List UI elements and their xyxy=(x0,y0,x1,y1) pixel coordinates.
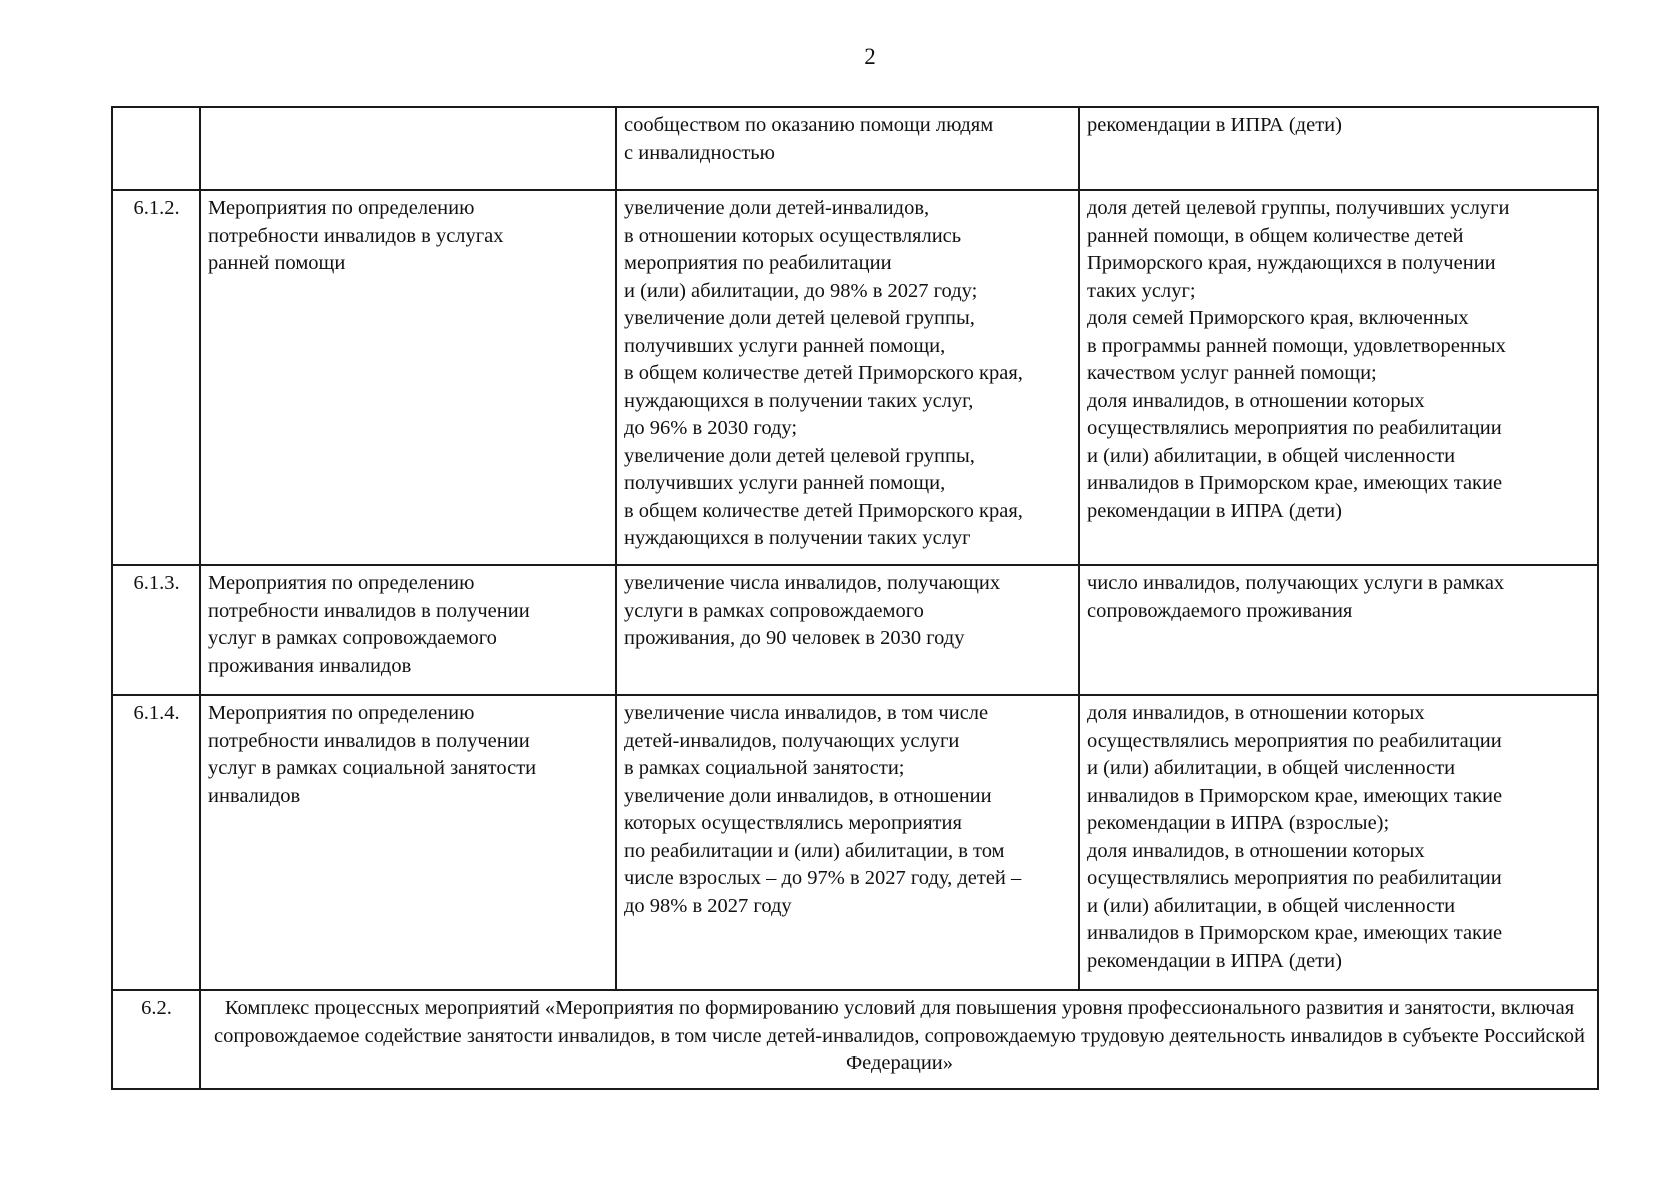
expected-result: увеличение доли детей-инвалидов, в отношении которых осуществлялись мероприятия по реабилитации и (или) абилитации, до 98% в 2027 году; увеличение доли детей целевой группы, получивших услуги ранней помощи, в общем количестве детей Приморского края, нуждающихся в получении таких услуг, до 96% в 2030 году; увеличение доли детей целевой группы, получивших услуги ранней помощи, в общем количестве детей Приморского края, нуждающихся в получении таких услуг xyxy=(616,190,1079,565)
table-row-6-1-2 xyxy=(112,190,1598,565)
row-number: 6.1.3. xyxy=(112,565,200,695)
table-row-6-2 xyxy=(112,990,1598,1089)
indicator: доля инвалидов, в отношении которых осуществлялись мероприятия по реабилитации и (или) абилитации, в общей численности инвалидов в Приморском крае, имеющих такие рекомендации в ИПРА (взрослые); доля инвалидов, в отношении которых осуществлялись мероприятия по реабилитации и (или) абилитации, в общей численности инвалидов в Приморском крае, имеющих такие рекомендации в ИПРА (дети) xyxy=(1079,695,1598,990)
table-row-6-1-4 xyxy=(112,695,1598,990)
measure-name: Мероприятия по определению потребности инвалидов в получении услуг в рамках социальной занятости инвалидов xyxy=(200,695,616,990)
row-number: 6.1.4. xyxy=(112,695,200,990)
indicator: рекомендации в ИПРА (дети) xyxy=(1079,107,1598,190)
row-number xyxy=(112,107,200,190)
indicator: доля детей целевой группы, получивших услуги ранней помощи, в общем количестве детей Приморского края, нуждающихся в получении таких услуг; доля семей Приморского края, включенных в программы ранней помощи, удовлетворенных качеством услуг ранней помощи; доля инвалидов, в отношении которых осуществлялись мероприятия по реабилитации и (или) абилитации, в общей численности инвалидов в Приморском крае, имеющих такие рекомендации в ИПРА (дети) xyxy=(1079,190,1598,565)
indicator: число инвалидов, получающих услуги в рамках сопровождаемого проживания xyxy=(1079,565,1598,695)
measure-name: Мероприятия по определению потребности инвалидов в услугах ранней помощи xyxy=(200,190,616,565)
table-row-6-1-3 xyxy=(112,565,1598,695)
row-number: 6.2. xyxy=(112,990,200,1089)
row-number: 6.1.2. xyxy=(112,190,200,565)
measure-name: Мероприятия по определению потребности инвалидов в получении услуг в рамках сопровождаемого проживания инвалидов xyxy=(200,565,616,695)
expected-result: увеличение числа инвалидов, получающих услуги в рамках сопровождаемого проживания, до 90 человек в 2030 году xyxy=(616,565,1079,695)
measure-name xyxy=(200,107,616,190)
page-number: 2 xyxy=(864,44,876,69)
expected-result: сообществом по оказанию помощи людям с инвалидностью xyxy=(616,107,1079,190)
expected-result: увеличение числа инвалидов, в том числе детей-инвалидов, получающих услуги в рамках социальной занятости; увеличение доли инвалидов, в отношении которых осуществлялись мероприятия по реабилитации и (или) абилитации, в том числе взрослых – до 97% в 2027 году, детей – до 98% в 2027 году xyxy=(616,695,1079,990)
table-row-continuation xyxy=(112,107,1598,190)
process-complex-title: Комплекс процессных мероприятий «Мероприятия по формированию условий для повышения уровня профессионального развития и занятости, включая сопровождаемое содействие занятости инвалидов, в том числе детей-инвалидов, сопровождаемую трудовую деятельность инвалидов в субъекте Российской Федерации» xyxy=(200,990,1598,1089)
measures-table xyxy=(111,106,1599,1090)
